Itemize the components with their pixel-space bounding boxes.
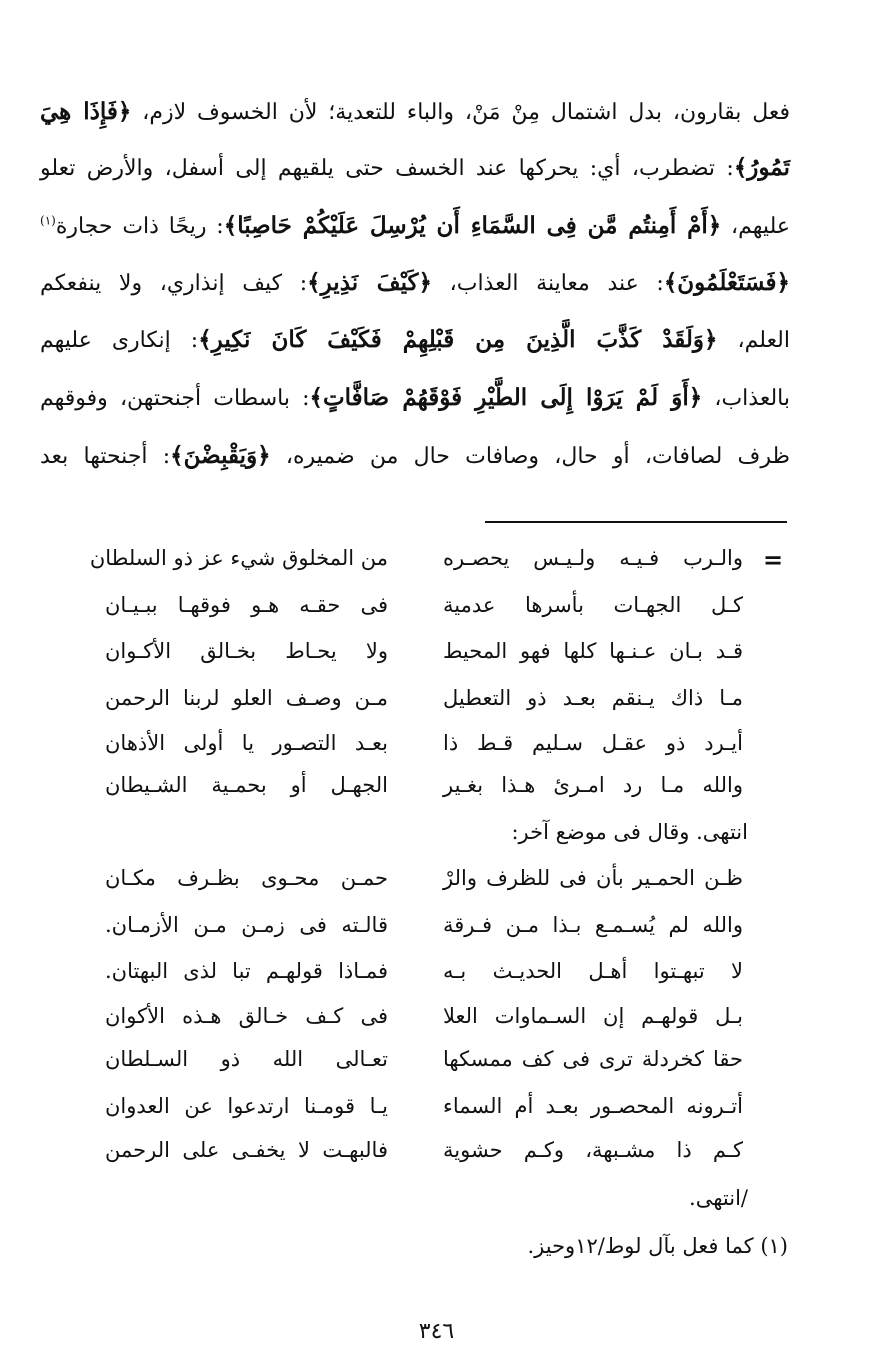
text-line-3 (40, 214, 790, 238)
text-line-4 (40, 271, 790, 295)
quran-quote: ﴿أَوَ لَمْ يَرَوْا إِلَى الطَّيْرِ فَوْقَهُمْ صَافَّاتٍ﴾ (309, 384, 703, 411)
quran-quote: ﴿كَيْفَ نَذِيرِ﴾ (307, 269, 432, 296)
verse-left: فى كـف خـالق هـذه الأكوان (105, 1004, 388, 1028)
verse-right: والله لم يُسـمـع بـذا مـن فـرقة (443, 913, 743, 937)
verse-left: الجهـل أو بحمـية الشـيطان (105, 773, 388, 797)
verse-left: تعـالى الله ذو السـلطان (105, 1047, 388, 1071)
verse-left: ولا يحـاط بخـالق الأكـوان (105, 639, 388, 663)
footnote-1: (١) كما فعل بآل لوط/١٢وحيز. (527, 1234, 788, 1258)
verse-left: فمـاذا قولهـم تبا لذى البهتان. (105, 959, 388, 983)
line-text: : عند معاينة العذاب، (432, 271, 664, 296)
verse-right: حقا كخردلة ترى فى كف ممسكها (443, 1047, 743, 1071)
line-text: : أجنحتها بعد (40, 444, 171, 469)
transition-text: انتهى. وقال فى موضع آخر: (511, 820, 748, 844)
verse-right: ظـن الحمـير بأن فى للظرف والرْ (443, 866, 743, 890)
verse-left: فى حقـه هـو فوقهـا ببـيـان (105, 593, 388, 617)
line-text: : إنكارى عليهم (40, 328, 199, 353)
continuation-mark: = (763, 545, 784, 574)
line-text: : ريحًا ذات حجارة (55, 214, 224, 239)
verse-left: فالبهـت لا يخفـى على الرحمن (105, 1138, 388, 1162)
verse-right: والله مـا رد امـرئ هـذا بغـير (443, 773, 743, 797)
verse-right: كـم ذا مشـبهة، وكـم حشوية (443, 1138, 743, 1162)
text-line-7 (40, 444, 790, 468)
quran-quote: ﴿وَلَقَدْ كَذَّبَ الَّذِينَ مِن قَبْلِهِمْ فَكَيْفَ كَانَ نَكِيرِ﴾ (198, 326, 718, 353)
quran-quote: ﴿وَيَقْبِضْنَ﴾ (170, 442, 271, 469)
text-line-6 (40, 386, 790, 410)
page-number: ٣٤٦ (418, 1319, 455, 1344)
quran-quote: ﴿فَسَتَعْلَمُونَ﴾ (663, 269, 790, 296)
quran-quote: ﴿فَإِذَا هِيَ (40, 98, 132, 125)
line-text: فعل بقارون، بدل اشتمال مِنْ مَنْ، والباء للتعدية؛ لأن الخسوف لازم، (131, 100, 790, 125)
footnote-ref: (١) (40, 213, 56, 228)
line-text: : باسطات أجنحتهن، وفوقهم (40, 386, 310, 411)
verse-right: قـد بـان عـنـها كلها فهو المحيط (443, 639, 743, 663)
verse-right: أتـرونه المحصـور بعـد أم السماء (443, 1094, 743, 1118)
verse-left: يـا قومـنا ارتدعوا عن العدوان (105, 1094, 388, 1118)
quran-quote: ﴿أَمْ أَمِنتُم مَّن فِى السَّمَاءِ أَن يُرْسِلَ عَلَيْكُمْ حَاصِبًا﴾ (223, 212, 722, 239)
verse-left: بعـد التصـور يا أولى الأذهان (105, 731, 388, 755)
verse-right: كـل الجهـات بأسرها عدمية (443, 593, 743, 617)
verse-left: حمـن محـوى بظـرف مكـان (105, 866, 388, 890)
end-mark: /انتهى. (689, 1186, 748, 1210)
line-text: العلم، (717, 328, 790, 353)
verse-right: والـرب فـيـه ولـيـس يحصـره (443, 546, 743, 570)
verse-right: بـل قولهـم إن السـماوات العلا (443, 1004, 743, 1028)
verse-right: مـا ذاك يـنقم بعـد ذو التعطيل (443, 686, 743, 710)
line-text: بالعذاب، (702, 386, 790, 411)
quran-quote: تَمُورُ﴾ (733, 154, 790, 181)
text-line-1 (40, 100, 790, 124)
footnote-separator (485, 521, 787, 523)
line-text: : كيف إنذاري، ولا ينفعكم (40, 271, 308, 296)
text-line-5 (40, 328, 790, 352)
verse-left: قالـته فى زمـن مـن الأزمـان. (105, 913, 388, 937)
text-line-2 (40, 156, 790, 180)
line-text: ظرف لصافات، أو حال، وصافات حال من ضميره، (270, 444, 790, 469)
verse-left: مـن وصـف العلو لربنا الرحمن (105, 686, 388, 710)
verse-right: لا تبهـتوا أهـل الحديـث بـه (443, 959, 743, 983)
line-text: : تضطرب، أي: يحركها عند الخسف حتى يلقيهم إلى أسفل، والأرض تعلو (40, 156, 734, 181)
line-text: عليهم، (721, 214, 790, 239)
verse-left: من المخلوق شيء عز ذو السلطان (89, 546, 388, 570)
verse-right: أيـرد ذو عقـل سـليم قـط ذا (443, 731, 743, 755)
